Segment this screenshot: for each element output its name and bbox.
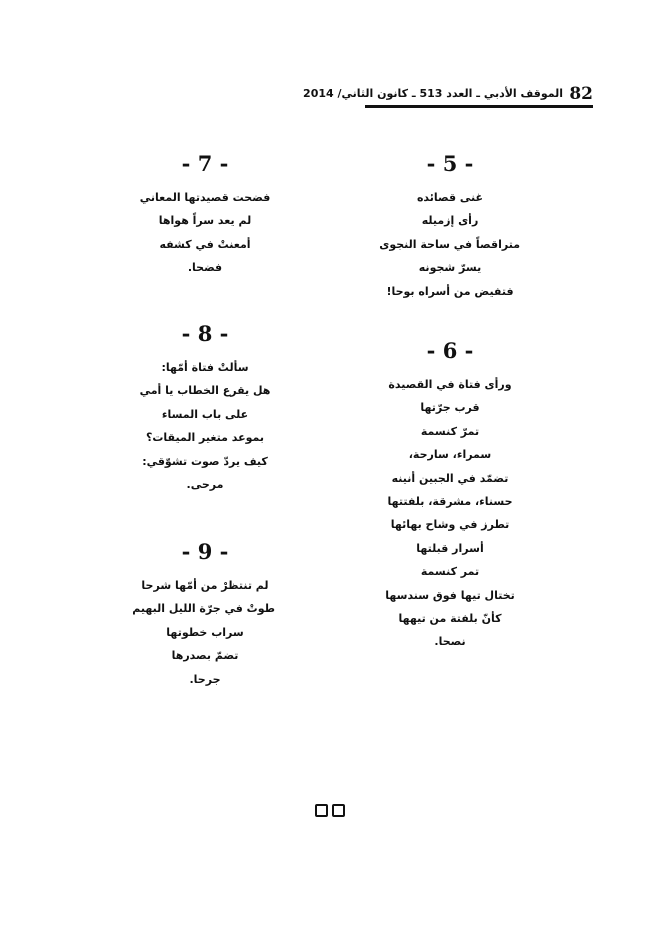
verse-line: أسرار قبلتها [416,541,484,555]
verse-line: غنى قصائده [416,191,484,204]
verse-line: كيف يردّ صوت تشوّقي: [142,454,268,468]
verse-line: قرب جرّتها [420,401,480,415]
verse-line: هل يقرع الخطاب يا أمي [139,384,271,398]
square-icon [332,804,345,817]
verse-line: حسناء، مشرقة، بلفتتها [387,494,513,508]
verse-line: تمر كنسمة [420,565,480,579]
verse-line: كأنّ بلفتة من تيهها [398,611,502,625]
verse-line: ورأى فتاة في القصيدة [388,378,512,391]
running-header [303,84,593,106]
verse-line: نصحا. [434,635,466,649]
verse-line: سمراء، سارحة، [408,448,492,462]
verse-line: جرحا. [189,672,221,686]
verse-line: فضحت قصيدتها المعاني [139,191,271,204]
verse-line: تمرّ كنسمة [420,424,480,438]
verse-line: سألتْ فتاة أمّها: [161,361,249,374]
verse-line: على باب المساء [161,407,249,421]
verse-line: سراب خطوتها [166,625,244,639]
verse-line: تضمّ بصدرها [171,649,239,663]
verse-line: تضمّد في الجبين أنينه [391,471,509,485]
poem-section-5 [380,150,520,303]
section-number: - 8 - [181,321,229,346]
section-number: - 6 - [426,338,474,363]
section-number: - 5 - [426,151,474,176]
verse-line: طوتْ في جرّة الليل البهيم [132,602,275,616]
verse-line: رأى إزميله [421,214,479,228]
verse-line: فضحا. [187,261,223,275]
verse-line: تطرز في وشاح بهائها [390,518,510,532]
verse-line: يسرّ شجونه [418,261,482,275]
header-rule [365,105,593,108]
verse-line: تختال تيها فوق سندسها [385,588,515,602]
poem-section-8 [135,320,275,496]
running-title: الموقف الأدبي ـ العدد 513 ـ كانون الثاني/ 2014 [303,87,563,100]
verse-line: مرحى. [186,477,224,491]
poem-section-9 [132,538,275,691]
verse-line: فتفيض من أسراه بوحا! [386,284,514,298]
poem-section-7 [135,150,275,280]
verse-line: لم تنتظرْ من أمّها شرحا [141,579,269,592]
verse-line: بموعد متغير الميقات؟ [145,431,265,445]
section-number: - 7 - [181,151,229,176]
verse-line: أمعنتْ في كشفه [159,237,251,251]
double-square-ornament-icon [315,804,345,816]
square-icon [315,804,328,817]
section-number: - 9 - [181,539,229,564]
verse-line: لم يعد سراً هواها [158,214,252,228]
poem-section-6 [380,337,520,654]
page-number: 82 [569,84,593,104]
verse-line: متراقصاً في ساحة النجوى [379,237,520,251]
